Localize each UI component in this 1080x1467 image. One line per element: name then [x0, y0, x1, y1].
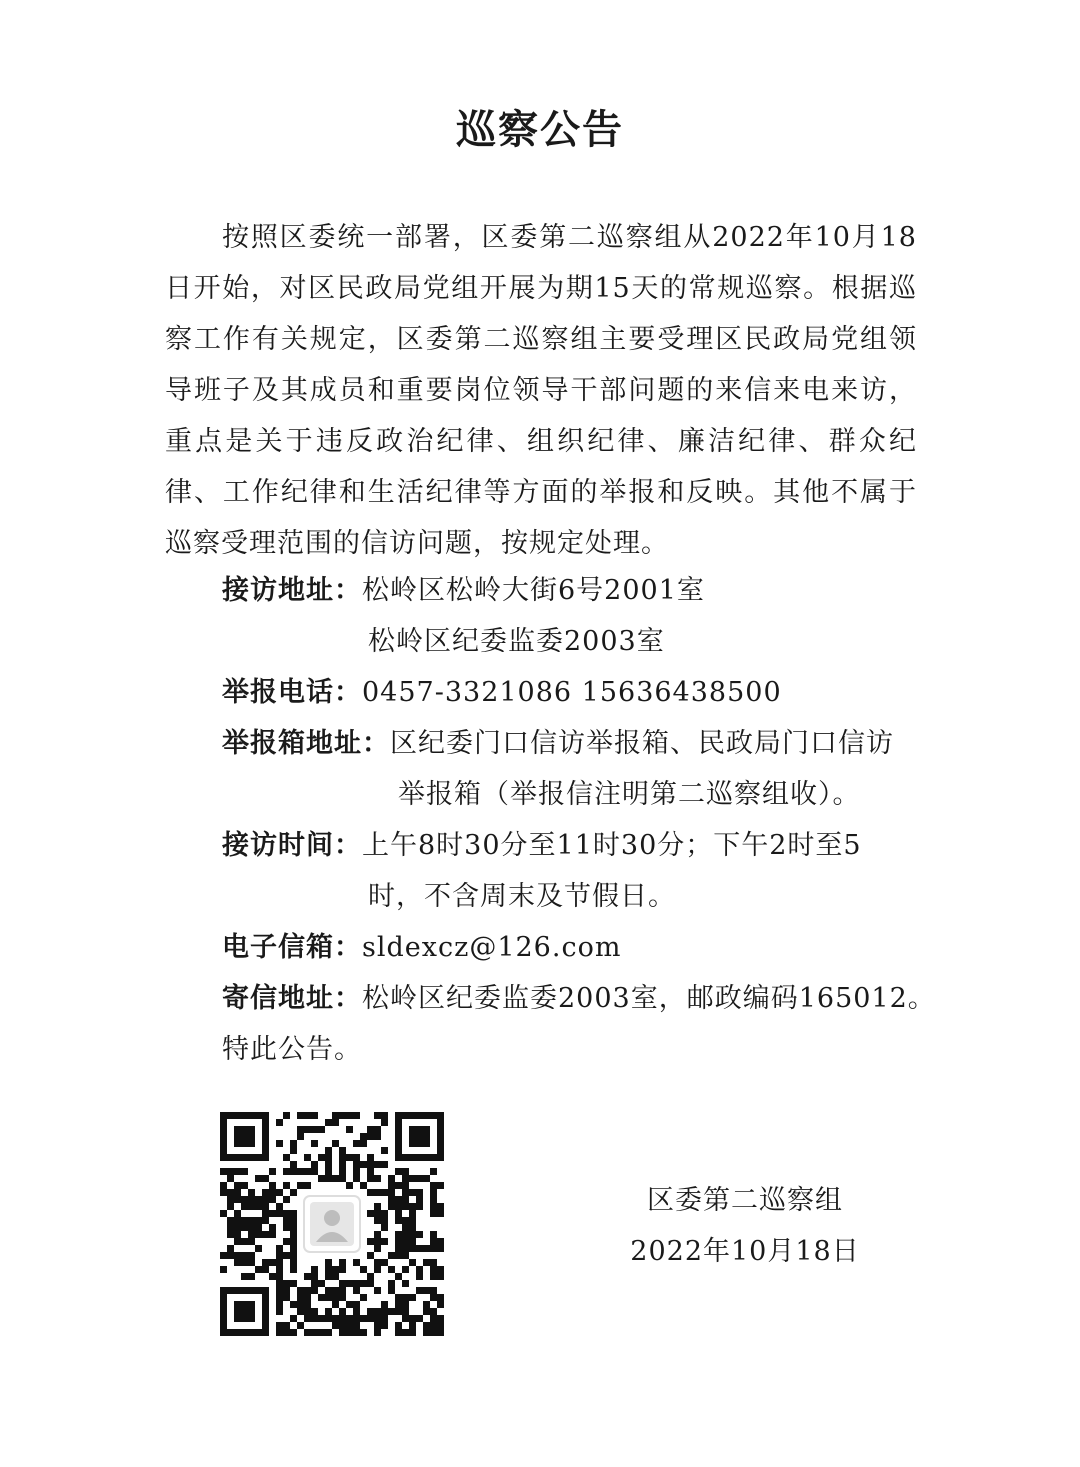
reception-address-value: 松岭区松岭大街6号2001室: [362, 575, 705, 606]
report-phone-value: 0457-3321086 15636438500: [362, 677, 782, 708]
reception-address-line2: 松岭区纪委监委2003室: [368, 626, 665, 657]
postal-address-value: 松岭区纪委监委2003室，邮政编码165012。: [362, 983, 936, 1014]
report-mailbox-line2: 举报箱（举报信注明第二巡察组收）。: [398, 779, 861, 810]
signature-org: 区委第二巡察组: [647, 1185, 843, 1216]
reception-hours-line2: 时，不含周末及节假日。: [368, 881, 676, 912]
page-title: 巡察公告: [456, 107, 624, 153]
postal-address-label: 寄信地址：: [222, 983, 362, 1014]
email-label: 电子信箱：: [222, 932, 362, 963]
avatar-icon: [304, 1196, 360, 1252]
email-value: sldexcz@126.com: [362, 932, 622, 963]
report-phone-label: 举报电话：: [222, 677, 362, 708]
reception-hours-label: 接访时间：: [222, 830, 362, 861]
report-mailbox-line1: [222, 718, 894, 769]
reception-address-line1: [222, 565, 705, 616]
postal-address: [222, 973, 936, 1024]
closing-text: 特此公告。: [222, 1034, 362, 1065]
signature-date: 2022年10月18日: [630, 1236, 860, 1267]
report-mailbox-value: 区纪委门口信访举报箱、民政局门口信访: [390, 728, 894, 759]
report-mailbox-label: 举报箱地址：: [222, 728, 390, 759]
announcement-body: 按照区委统一部署，区委第二巡察组从2022年10月18日开始，对区民政局党组开展为期15天的常规巡察。根据巡察工作有关规定，区委第二巡察组主要受理区民政局党组领导班子及其成员和重要岗位领导干部问题的来信来电来访，重点是关于违反政治纪律、组织纪律、廉洁纪律、群众纪律、工作纪律和生活纪律等方面的举报和反映。其他不属于巡察受理范围的信访问题，按规定处理。: [165, 222, 917, 559]
report-phone: [222, 667, 782, 718]
email: [222, 922, 621, 973]
qr-code-graphic: [220, 1112, 444, 1336]
reception-hours-line1: [222, 820, 862, 871]
reception-hours-value: 上午8时30分至11时30分；下午2时至5: [362, 830, 862, 861]
reception-address-label: 接访地址：: [222, 575, 362, 606]
qr-code-icon: [220, 1112, 444, 1336]
